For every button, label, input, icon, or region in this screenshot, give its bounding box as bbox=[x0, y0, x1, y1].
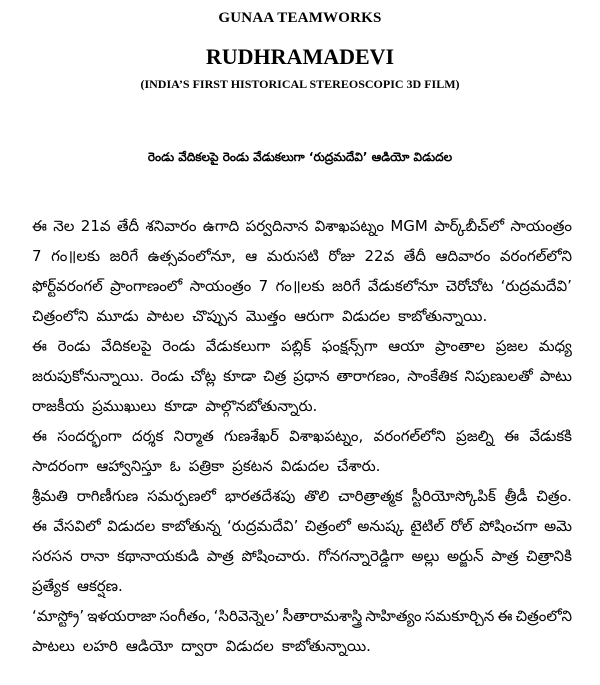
body-text-line: ఈ నెల 21వ తేదీ శనివారం ఉగాది పర్వదినాన విశాఖపట్నం MGM పార్క్‌బీచ్‌లో సాయంత్రం bbox=[32, 217, 572, 235]
press-body bbox=[32, 211, 572, 661]
body-text-line: చిత్రంలోని మూడు పాటల చొప్పున మొత్తం ఆరుగా విడుదల కాబోతున్నాయి. bbox=[32, 307, 488, 325]
body-text-line: పాటలు లహరి ఆడియో ద్వారా విడుదల కాబోతున్నాయి. bbox=[32, 637, 371, 655]
body-text-line: రాజకీయ ప్రముఖులు కూడా పాల్గొనబోతున్నారు. bbox=[32, 397, 318, 415]
film-title: RUDHRAMADEVI bbox=[205, 44, 395, 69]
body-text-line: జరుపుకోనున్నాయి. రెండు చోట్ల కూడా చిత్ర ప్రధాన తారాగణం, సాంకేతిక నిపుణులతో పాటు bbox=[32, 367, 572, 385]
body-text-line: ‘మాస్ట్రో’ ఇళయరాజా సంగీతం, ‘సిరివెన్నెల’ సీతారామశాస్త్రి సాహిత్యం సమకూర్చిన ఈ చిత్రంలోని bbox=[32, 607, 572, 625]
press-headline: రెండు వేదికలపై రెండు వేడుకలుగా ‘రుద్రమదేవి’ ఆడియో విడుదల bbox=[147, 150, 453, 164]
body-text-line: సాదరంగా ఆహ్వానిస్తూ ఓ పత్రికా ప్రకటన విడుదల చేశారు. bbox=[32, 457, 381, 475]
body-text-line: ఈ వేసవిలో విడుదల కాబోతున్న ‘రుద్రమదేవి’ చిత్రంలో అనుష్క టైటిల్ రోల్ పోషించగా అమె bbox=[32, 517, 572, 535]
body-text-line: ప్రత్యేక ఆకర్షణ. bbox=[32, 577, 123, 595]
body-text-line: 7 గం॥లకు జరిగే ఉత్సవంలోనూ, ఆ మరుసటి రోజు 22వ తేదీ ఆదివారం వరంగల్‌లోని bbox=[32, 247, 572, 265]
film-subtitle: (INDIA’S FIRST HISTORICAL STEREOSCOPIC 3D FILM) bbox=[140, 77, 460, 91]
company-name: GUNAA TEAMWORKS bbox=[218, 10, 382, 26]
body-text-line: సరసన రానా కథానాయకుడి పాత్ర పోషించారు. గోనగన్నారెడ్డిగా అల్లు అర్జున్ పాత్ర చిత్రానికి bbox=[32, 547, 572, 565]
body-text-line: ఈ సందర్భంగా దర్శక నిర్మాత గుణశేఖర్ విశాఖపట్నం, వరంగల్‌లోని ప్రజల్ని ఈ వేడుకకి bbox=[32, 427, 572, 445]
body-text-line: ఈ రెండు వేదికలపై రెండు వేడుకలుగా పబ్లిక్ ఫంక్షన్స్‌గా ఆయా ప్రాంతాల ప్రజల మధ్య bbox=[32, 337, 572, 355]
body-text-line: ఫోర్ట్‌వరంగల్ ప్రాంగాణంలో సాయంత్రం 7 గం॥లకు జరిగే వేడుకలోనూ చెరోచోట ‘రుద్రమదేవి’ bbox=[32, 277, 572, 295]
body-text-line: శ్రీమతి రాగిణీగుణ సమర్పణలో భారతదేశపు తొలి చారిత్రాత్మక స్టీరియోస్కోపిక్ త్రీడీ చిత్రం. bbox=[32, 487, 572, 505]
